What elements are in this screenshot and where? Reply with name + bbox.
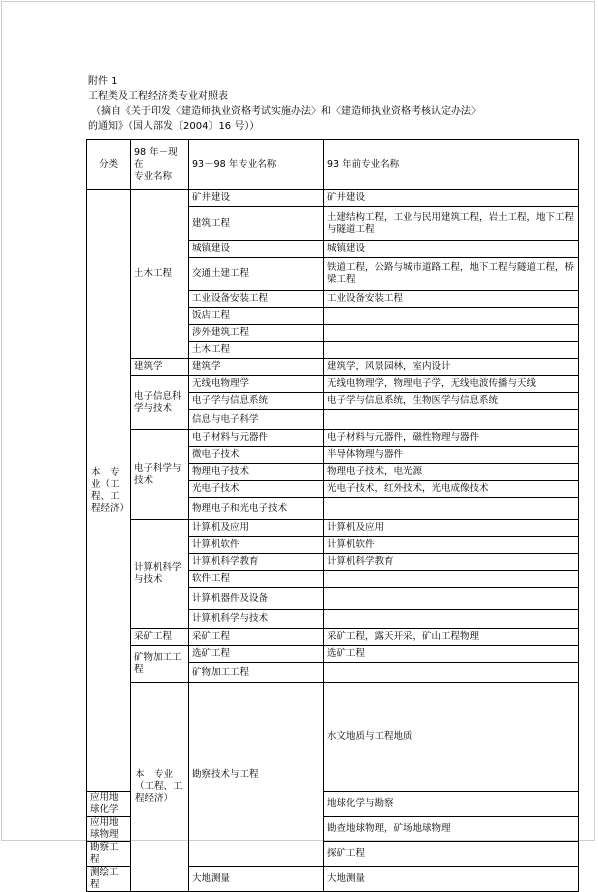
table-row — [87, 520, 579, 537]
group-name: 计算机科学与技术 — [131, 520, 189, 629]
table-header-row — [87, 140, 579, 190]
old-major: 计算机及应用 — [324, 520, 579, 537]
table-row — [87, 430, 579, 447]
mid-major: 计算机科学与技术 — [189, 610, 324, 629]
old-major: 勘查地球物理，矿场地球物理 — [324, 817, 579, 842]
table-row — [87, 629, 579, 646]
old-major: 地球化学与勘察 — [324, 792, 579, 817]
mid-major: 选矿工程 — [189, 646, 324, 663]
mid-major: 采矿工程 — [189, 629, 324, 646]
mid-major: 应用地球化学 — [87, 792, 131, 817]
mid-major: 计算机及应用 — [189, 520, 324, 537]
header-old-major: 93 年前专业名称 — [324, 140, 579, 190]
old-major — [324, 325, 579, 342]
header-current-line3: 专业名称 — [134, 170, 173, 182]
old-major: 建筑学，风景园林，室内设计 — [324, 359, 579, 376]
mid-major: 计算机器件及设备 — [189, 588, 324, 610]
old-major: 计算机软件 — [324, 537, 579, 554]
major-comparison-table — [86, 139, 579, 892]
mid-major: 建筑学 — [189, 359, 324, 376]
old-major: 铁道工程，公路与城市道路工程，地下工程与隧道工程，桥梁工程 — [324, 258, 579, 291]
group-name: 建筑学 — [131, 359, 189, 376]
mid-major: 物理电子技术 — [189, 464, 324, 481]
attachment-label: 附件 1 — [88, 76, 118, 87]
mid-major: 水文地质与工程地质 — [324, 683, 579, 792]
old-major: 电子材料与元器件，磁性物理与器件 — [324, 430, 579, 447]
mid-major: 应用地球物理 — [87, 817, 131, 842]
table-row — [87, 646, 579, 663]
header-category: 分类 — [87, 140, 131, 190]
table-row — [87, 190, 579, 207]
old-major: 工业设备安装工程 — [324, 291, 579, 308]
mid-major: 城镇建设 — [189, 241, 324, 258]
old-major — [324, 498, 579, 520]
table-row — [87, 683, 579, 792]
mid-major: 饭店工程 — [189, 308, 324, 325]
group-name: 勘察技术与工程 — [189, 683, 324, 867]
mid-major: 电子学与信息系统 — [189, 393, 324, 410]
old-major — [324, 410, 579, 430]
old-major — [324, 663, 579, 683]
group-name: 土木工程 — [131, 190, 189, 359]
old-major: 半导体物理与器件 — [324, 447, 579, 464]
old-major: 探矿工程 — [324, 842, 579, 867]
header-current-line2: 在 — [134, 158, 144, 170]
mid-major: 信息与电子科学 — [189, 410, 324, 430]
group-name: 测绘工程 — [87, 867, 131, 892]
mid-major: 光电子技术 — [189, 481, 324, 498]
old-major: 物理电子技术，电光源 — [324, 464, 579, 481]
old-major — [324, 610, 579, 629]
mid-major: 交通土建工程 — [189, 258, 324, 291]
old-major: 选矿工程 — [324, 646, 579, 663]
header-current-major — [131, 140, 189, 190]
old-major: 矿井建设 — [324, 190, 579, 207]
mid-major: 大地测量 — [189, 867, 324, 892]
mid-major: 微电子技术 — [189, 447, 324, 464]
header-mid-major: 93－98 年专业名称 — [189, 140, 324, 190]
mid-major: 矿井建设 — [189, 190, 324, 207]
table-row — [87, 359, 579, 376]
old-major — [324, 588, 579, 610]
group-name: 电子科学与技术 — [131, 430, 189, 520]
header-current-line1: 98 年－现 — [134, 146, 178, 158]
document-title: 工程类及工程经济类专业对照表 — [88, 91, 228, 102]
old-major: 计算机科学教育 — [324, 554, 579, 571]
old-major — [324, 308, 579, 325]
category-cell: 本 专业（工程、工程经济） — [131, 683, 189, 892]
old-major: 电子学与信息系统，生物医学与信息系统 — [324, 393, 579, 410]
mid-major: 计算机科学教育 — [189, 554, 324, 571]
source-line-1: （摘自《关于印发〈建造师执业资格考试实施办法〉和〈建造师执业资格考核认定办法〉 — [91, 106, 481, 117]
mid-major: 电子材料与元器件 — [189, 430, 324, 447]
old-major: 土建结构工程，工业与民用建筑工程，岩土工程，地下工程与隧道工程 — [324, 207, 579, 241]
source-line-2: 的通知》（国人部发〔2004〕16 号）） — [88, 121, 260, 132]
group-name: 采矿工程 — [131, 629, 189, 646]
group-name: 矿物加工工程 — [131, 646, 189, 683]
mid-major: 矿物加工工程 — [189, 663, 324, 683]
mid-major: 工业设备安装工程 — [189, 291, 324, 308]
old-major — [324, 571, 579, 588]
category-cell: 本 专业（工程、工程经济） — [87, 190, 131, 792]
old-major: 城镇建设 — [324, 241, 579, 258]
mid-major: 软件工程 — [189, 571, 324, 588]
mid-major: 建筑工程 — [189, 207, 324, 241]
mid-major: 无线电物理学 — [189, 376, 324, 393]
mid-major: 物理电子和光电子技术 — [189, 498, 324, 520]
old-major: 无线电物理学，物理电子学，无线电波传播与天线 — [324, 376, 579, 393]
mid-major: 涉外建筑工程 — [189, 325, 324, 342]
group-name: 电子信息科学与技术 — [131, 376, 189, 430]
mid-major: 计算机软件 — [189, 537, 324, 554]
table-row — [87, 376, 579, 393]
mid-major: 土木工程 — [189, 342, 324, 359]
old-major — [324, 342, 579, 359]
mid-major: 勘察工程 — [87, 842, 131, 867]
old-major: 光电子技术，红外技术，光电成像技术 — [324, 481, 579, 498]
old-major: 大地测量 — [324, 867, 579, 892]
old-major: 采矿工程，露天开采，矿山工程物理 — [324, 629, 579, 646]
